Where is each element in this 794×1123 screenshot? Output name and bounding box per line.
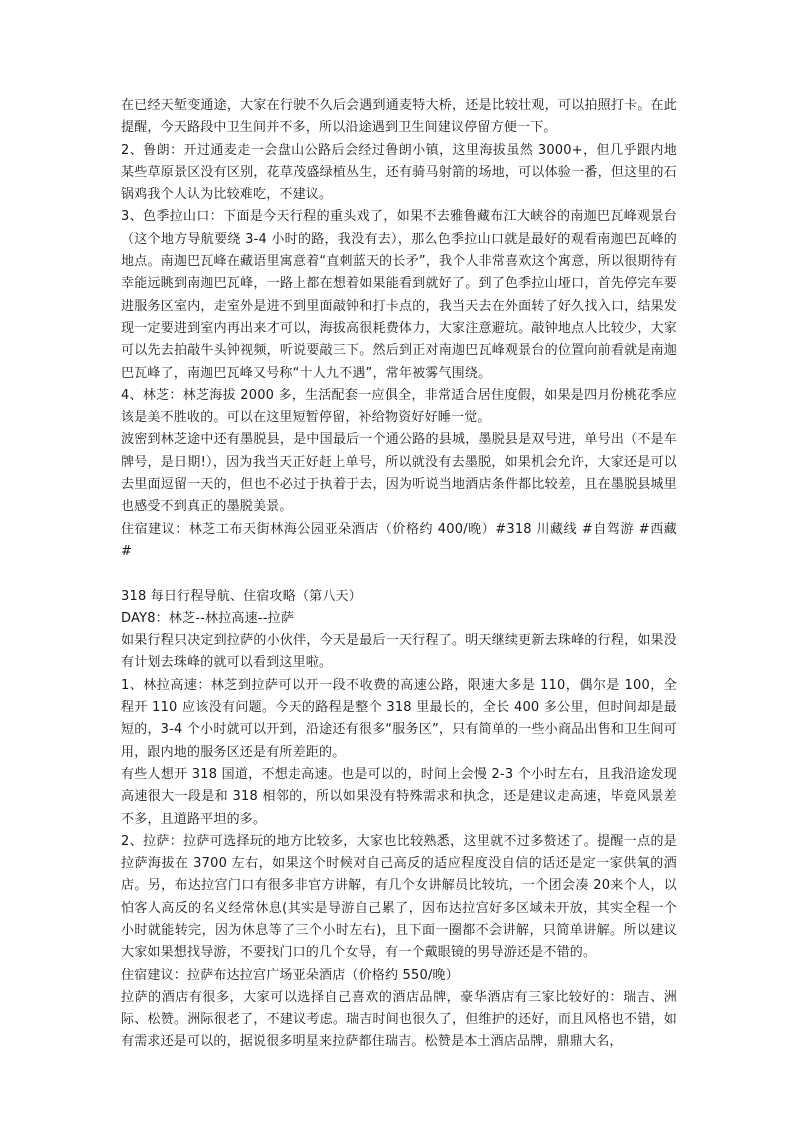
paragraph-lhasa: 2、拉萨：拉萨可选择玩的地方比较多，大家也比较熟悉，这里就不过多赘述了。提醒一点的是拉萨海拔在 3700 左右，如果这个时候对自己高反的适应程度没自信的话还是定一家供氧的酒店。另，布达拉宫门口有很多非官方讲解，有几个女讲解员比较坑，一个团会凑 20来个人，以怕客人高反的名义经常休息(其实是导游自己累了，因布达拉宫好多区域未开放，其实全程一个小时就能转完，因为休息等了三个小时左右)，且下面一圈都不会讲解，只简单讲解。所以建议大家如果想找导游，不要找门口的几个女导，有一个戴眼镜的男导游还是不错的。 [121,833,677,961]
paragraph-lulang: 2、鲁朗：开过通麦走一会盘山公路后会经过鲁朗小镇，这里海拔虽然 3000+，但几乎跟内地某些草原景区没有区别，花草茂盛绿植丛生，还有骑马射箭的场地，可以体验一番，但这里的石锅鸡我个人认为比较难吃，不建议。 [121,142,677,203]
paragraph-sejila-pass: 3、色季拉山口：下面是今天行程的重头戏了，如果不去雅鲁藏布江大峡谷的南迦巴瓦峰观景台（这个地方导航要绕 3-4 小时的路，我没有去），那么色季拉山口就是最好的观看南迦巴瓦峰的地点。南迦巴瓦峰在藏语里寓意着“直刺蓝天的长矛”，我个人非常喜欢这个寓意，所以很期待有幸能远眺到南迦巴瓦峰，一路上都在想着如果能看到就好了。到了色季拉山垭口，首先停完车要进服务区室内，走室外是进不到里面敲钟和打卡点的，我当天去在外面转了好久找入口，结果发现一定要进到室内再出来才可以，海拔高很耗费体力，大家注意避坑。敲钟地点人比较少，大家可以先去拍敲牛头钟视频，听说要敲三下。然后到正对南迦巴瓦峰观景台的位置向前看就是南迦巴瓦峰了，南迦巴瓦峰又号称“十人九不遇”，常年被雾气围绕。 [121,209,677,381]
paragraph-route-318: 有些人想开 318 国道，不想走高速。也是可以的，时间上会慢 2-3 个小时左右，且我沿途发现高速很大一段是和 318 相邻的，所以如果没有特殊需求和执念，还是建议走高速，毕竟风景差不多，且道路平坦的多。 [121,766,677,827]
document-body [121,95,677,1054]
paragraph-lhasa-hotels: 拉萨的酒店有很多，大家可以选择自己喜欢的酒店品牌，豪华酒店有三家比较好的：瑞吉、洲际、松赞。洲际很老了，不建议考虑。瑞吉时间也很久了，但维护的还好，而且风格也不错，如有需求还是可以的，据说很多明星来拉萨都住瑞吉。松赞是本土酒店品牌，鼎鼎大名， [121,989,677,1050]
paragraph-medog: 波密到林芝途中还有墨脱县，是中国最后一个通公路的县城，墨脱县是双号进，单号出（不是车牌号，是日期!），因为我当天正好赶上单号，所以就没有去墨脱，如果机会允许，大家还是可以去里面逗留一天的，但也不必过于执着于去，因为听说当地酒店条件都比较差，且在墨脱县城里也感受不到真正的墨脱美景。 [121,432,677,515]
section-heading-day8: 318 每日行程导航、住宿攻略（第八天） [121,588,362,604]
day8-route: DAY8：林芝--林拉高速--拉萨 [121,610,295,626]
paragraph-linla-expressway: 1、林拉高速：林芝到拉萨可以开一段不收费的高速公路，限速大多是 110，偶尔是 100，全程开 110 应该没有问题。今天的路程是整个 318 里最长的，全长 400 多公里，但时间却是最短的，3-4 个小时就可以开到，沿途还有很多“服务区”，只有简单的一些小商品出售和卫生间可用，跟内地的服务区还是有所差距的。 [121,677,677,760]
paragraph-linzhi-lodging: 住宿建议：林芝工布天街林海公园亚朵酒店（价格约 400/晚）#318 川藏线 #自驾游 #西藏 # [121,521,677,559]
paragraph-lhasa-lodging: 住宿建议：拉萨布达拉宫广场亚朵酒店（价格约 550/晚） [121,967,459,983]
paragraph-gap [121,563,677,585]
paragraph-day8-intro: 如果行程只决定到拉萨的小伙伴，今天是最后一天行程了。明天继续更新去珠峰的行程，如果没有计划去珠峰的就可以看到这里啦。 [121,633,677,671]
paragraph-tongmai-bridge: 在已经天堑变通途，大家在行驶不久后会遇到通麦特大桥，还是比较壮观，可以拍照打卡。在此提醒，今天路段中卫生间并不多，所以沿途遇到卫生间建议停留方便一下。 [121,98,677,136]
paragraph-linzhi: 4、林芝：林芝海拔 2000 多，生活配套一应俱全，非常适合居住度假，如果是四月份桃花季应该是美不胜收的。可以在这里短暂停留，补给物资好好睡一觉。 [121,387,677,426]
